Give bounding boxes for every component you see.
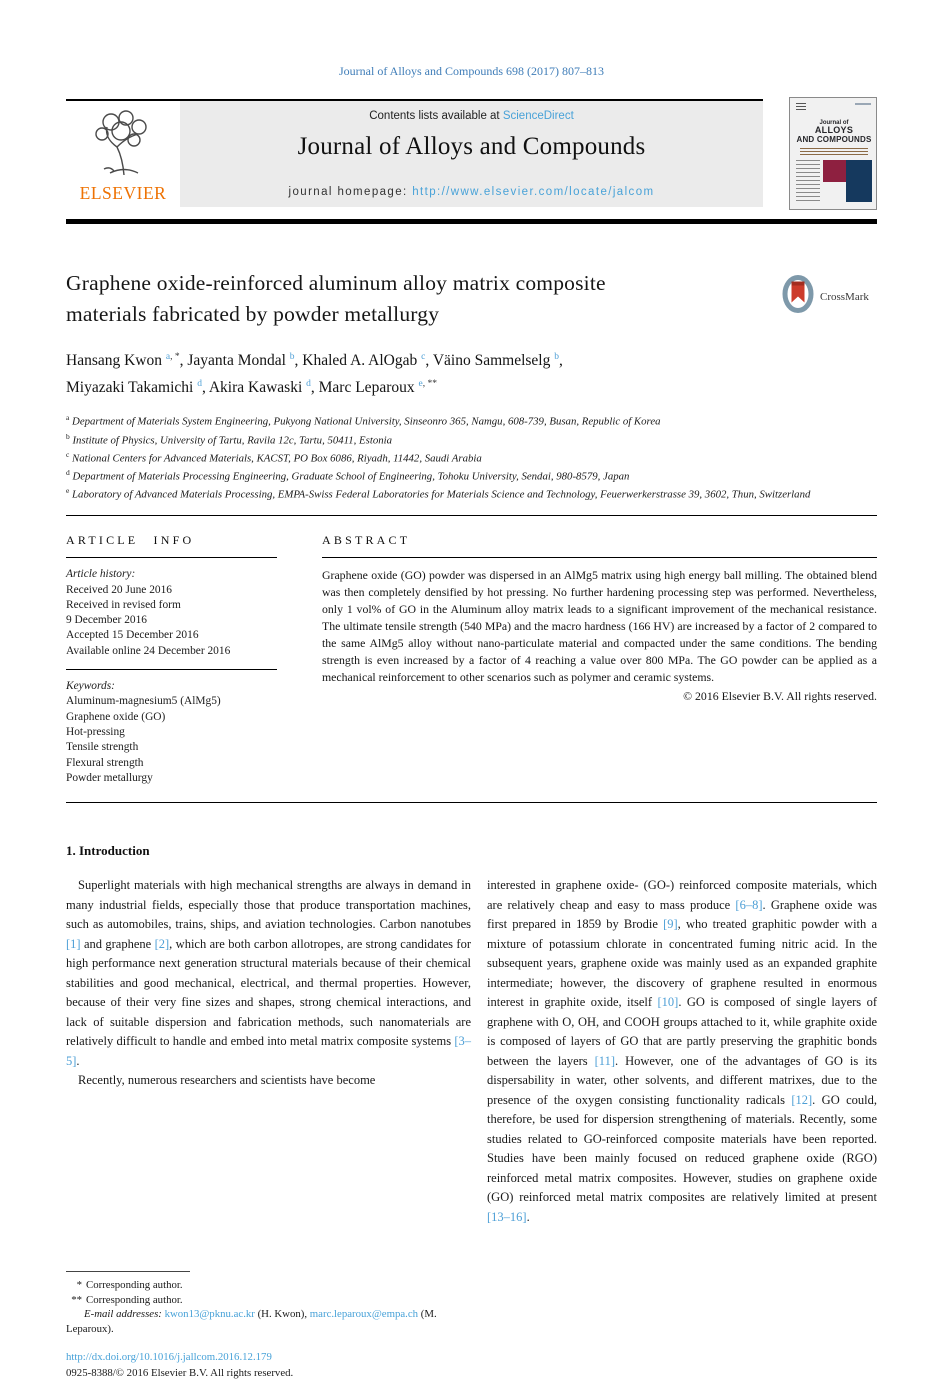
banner-journal-title: Journal of Alloys and Compounds	[297, 133, 646, 160]
footnote-rule	[66, 1271, 190, 1272]
cover-title	[796, 120, 872, 144]
section-heading-introduction: 1. Introduction	[66, 843, 150, 859]
intro-paragraph	[66, 876, 471, 1071]
text-run: and graphene	[80, 936, 155, 951]
intro-paragraph	[66, 1071, 471, 1091]
crossmark-label: CrossMark	[820, 290, 869, 303]
journal-cover-thumbnail[interactable]	[789, 97, 877, 210]
body-columns	[66, 876, 877, 1227]
text-run: . However, one of the advantages of GO is its dispersability in water, other solvents, and different matrixes, due to the presence of the oxygen consisting functionality radicals	[487, 1053, 877, 1107]
keywords-divider-rule	[66, 669, 277, 670]
cover-issue-text	[855, 103, 871, 105]
text-run: Superlight materials with high mechanical strengths are always in demand in many industrial fields, especially those that produce transportation machines, such as automobiles, trains, ships, and aviation technologies. Carbon nanotubes	[66, 878, 471, 932]
footnote-text: Corresponding author.	[86, 1279, 183, 1292]
citation-ref[interactable]: [2]	[154, 936, 170, 951]
keyword-item: Graphene oxide (GO)	[66, 710, 166, 723]
crossmark-icon	[781, 274, 815, 319]
abstract-column	[322, 533, 877, 786]
article-history-item: Available online 24 December 2016	[66, 644, 231, 657]
footnote-marker: *	[76, 1279, 82, 1292]
citation-ref[interactable]: [13–16]	[487, 1209, 527, 1224]
keyword-item: Hot-pressing	[66, 725, 125, 738]
text-run: .	[76, 1053, 80, 1068]
body-column-right	[487, 876, 877, 1227]
article-info-rule	[66, 557, 277, 558]
citation-ref[interactable]: [11]	[594, 1053, 615, 1068]
contents-line	[180, 110, 763, 122]
abstract-copyright: © 2016 Elsevier B.V. All rights reserved.	[683, 689, 877, 704]
article-history-item: 9 December 2016	[66, 614, 147, 627]
cover-title-sub: AND COMPOUNDS	[796, 134, 872, 144]
elsevier-wordmark: ELSEVIER	[79, 183, 167, 203]
affiliation: $^b$ Institute of Physics, University of Tartu, Ravila 12c, Tartu, 50411, Estonia	[66, 431, 393, 447]
author: Khaled A. AlOgab $^c$	[302, 352, 426, 370]
author-line: Miyazaki Takamichi $^d$, Akira Kawaski $^d$, Marc Leparoux $^{e, **}$	[66, 378, 437, 396]
email-link[interactable]: marc.leparoux@empa.ch	[309, 1308, 419, 1321]
journal-banner	[180, 101, 763, 207]
masthead-bottom-rule	[66, 219, 877, 224]
homepage-label: journal homepage:	[288, 186, 413, 198]
keyword-item: Flexural strength	[66, 756, 144, 769]
footnote-email-line	[66, 1307, 464, 1336]
journal-first-page	[0, 64, 925, 1380]
article-history-items	[66, 583, 277, 659]
text-run: interested in graphene oxide- (GO-) reinforced composite materials, which are relatively cheap and easy to mass produce	[487, 878, 877, 912]
abstract-text: Graphene oxide (GO) powder was dispersed in an AlMg5 matrix using high energy ball milling. The obtained blend was then completely densified by hot pressing. No further hardening processing step was performed. Nevertheless, only 1 vol% of GO in the Aluminum alloy matrix leads to a significant improvement of the mechanical resistance. The ultimate tensile strength (540 MPa) and the macro hardness (166 HV) are increased by a factor of 2 compared to the same AlMg5 alloy without nano-particulate material and compacted under the same conditions. The bending strength is even increased by a factor of 4 reaching a value over 800 MPa. The GO powder can be applied as a mechanical reinforcement to other scenarios such as polymer and ceramic systems.	[322, 568, 877, 685]
citation-ref[interactable]: [10]	[657, 995, 679, 1010]
author-line: Hansang Kwon $^{a, *}$, Jayanta Mondal $^b$, Khaled A. AlOgab $^c$, Väino Sammelselg $^b$,	[66, 352, 563, 370]
article-history	[66, 567, 277, 659]
citation-ref[interactable]: [6–8]	[735, 897, 763, 912]
cover-subtitle-lines	[800, 148, 868, 155]
masthead-main	[66, 99, 763, 210]
footnote-marker: **	[71, 1293, 82, 1306]
author: Hansang Kwon $^{a, *}$	[66, 352, 180, 370]
article-history-item: Received in revised form	[66, 598, 181, 611]
info-block-bottom-rule	[66, 802, 877, 803]
keywords-label: Keywords:	[66, 680, 115, 693]
article-title	[66, 268, 781, 330]
body-column-left	[66, 876, 471, 1227]
affiliation-list	[66, 411, 877, 502]
footnote-line	[66, 1278, 464, 1293]
affiliation: $^c$ National Centers for Advanced Materials, KACST, PO Box 6086, Riyadh, 11442, Saudi Arabia	[66, 449, 482, 465]
email-link[interactable]: kwon13@pknu.ac.kr	[164, 1308, 255, 1321]
sciencedirect-link[interactable]: ScienceDirect	[502, 110, 574, 122]
text-run: , which are both carbon allotropes, are strong candidates for high performance next generation structural materials because of their chemical stabilities and good mechanical, electrical, and thermal properties. However, because of their very fine sizes and shapes, strong chemical interactions, and lack of suitable dispersion and fabrication methods, such nanomaterials are relatively difficult to handle and embed into metal matrix composite systems	[66, 936, 471, 1049]
issn-copyright-line: 0925-8388/© 2016 Elsevier B.V. All rights reserved.	[66, 1367, 294, 1380]
elsevier-tree-icon	[90, 107, 156, 182]
affiliation: $^a$ Department of Materials System Engineering, Pukyong National University, Sinseonro 365, Namgu, 608-739, Busan, Republic of Korea	[66, 413, 661, 428]
text-run: (H. Kwon),	[254, 1308, 310, 1321]
page-footer	[66, 1349, 877, 1381]
article-history-item: Received 20 June 2016	[66, 583, 172, 596]
author: Väino Sammelselg $^b$	[432, 352, 559, 370]
text-run: Recently, numerous researchers and scientists have become	[78, 1073, 376, 1088]
cover-publisher-mark	[796, 103, 806, 112]
citation-ref[interactable]: [9]	[663, 917, 678, 932]
article-title-line: Graphene oxide-reinforced aluminum alloy matrix composite	[66, 271, 606, 295]
article-history-label: Article history:	[66, 568, 136, 581]
keyword-item: Powder metallurgy	[66, 771, 153, 784]
footnote-text: Corresponding author.	[86, 1293, 183, 1306]
affiliation: $^d$ Department of Materials Processing Engineering, Graduate School of Engineering, Tohoku University, Sendai, 980-8579, Japan	[66, 467, 630, 483]
author: Akira Kawaski $^d$	[208, 378, 311, 396]
footnote-line	[66, 1293, 464, 1308]
keyword-item: Aluminum-magnesium5 (AlMg5)	[66, 695, 221, 708]
cover-navy-block	[846, 160, 872, 202]
keyword-item: Tensile strength	[66, 741, 139, 754]
text-run: , who treated graphitic powder with a mixture of potassium chlorate in concentrated fuming nitric acid. In the subsequent years, graphene oxide was mainly used as an expanded graphite intermediate; however, the discovery of graphene resulted in enormous interest in graphite oxide, itself	[487, 917, 877, 1010]
citation-ref[interactable]: [12]	[791, 1092, 813, 1107]
text-run: . GO could, therefore, be used for dispersion strengthening of materials. Recently, some studies related to GO-reinforced composite materials have been reported. Studies have been mainly focused on reduced graphene oxide (RGO) reinforced metal matrix composites. However, studies on graphene oxide (GO) reinforced metal matrix composites are relatively limited at present	[487, 1092, 877, 1205]
text-run: .	[526, 1209, 530, 1224]
affiliation: $^e$ Laboratory of Advanced Materials Processing, EMPA-Swiss Federal Laboratories for Materials Science and Technology, Feuerwerkerstrasse 39, 3602, Thun, Switzerland	[66, 486, 811, 501]
article-title-line: materials fabricated by powder metallurgy	[66, 302, 440, 326]
homepage-line	[180, 186, 763, 198]
cover-title-top: Journal of	[819, 120, 849, 126]
author-list	[66, 346, 877, 399]
author: Marc Leparoux $^{e, **}$	[318, 378, 437, 396]
citation-ref[interactable]: [3–5]	[66, 1034, 471, 1068]
article-info-header: ARTICLE INFO	[66, 533, 195, 548]
keyword-items	[66, 694, 277, 786]
author: Jayanta Mondal $^b$	[187, 352, 295, 370]
doi-link[interactable]: http://dx.doi.org/10.1016/j.jallcom.2016.12.179	[66, 1351, 272, 1364]
citation-ref[interactable]: [1]	[66, 936, 81, 951]
homepage-url-link[interactable]: http://www.elsevier.com/locate/jalcom	[412, 186, 655, 198]
footnotes	[66, 1271, 464, 1336]
text-run: . Graphene oxide was first prepared in 1859 by Brodie	[487, 897, 878, 932]
article-history-item: Accepted 15 December 2016	[66, 629, 199, 642]
text-run: (M. Leparoux).	[66, 1308, 437, 1335]
elsevier-logo[interactable]	[66, 101, 180, 207]
contents-prefix: Contents lists available at	[369, 110, 503, 122]
masthead	[66, 99, 877, 210]
intro-paragraph	[487, 876, 877, 1227]
text-run: . GO is composed of single layers of graphene with O, OH, and COOH groups attached to it, while graphite oxide is composed of layers of GO that are partly preserving the graphitic bonds between the layers	[487, 995, 878, 1068]
journal-citation[interactable]: Journal of Alloys and Compounds 698 (2017) 807–813	[339, 64, 604, 78]
abstract-rule	[322, 557, 877, 558]
cover-title-main: ALLOYS	[814, 125, 854, 136]
keywords-block	[66, 679, 277, 786]
cover-maroon-block	[823, 160, 847, 182]
abstract-header: ABSTRACT	[322, 533, 411, 548]
article-info-column	[66, 533, 277, 786]
author: Miyazaki Takamichi $^d$	[66, 378, 202, 396]
text-run: E-mail addresses:	[84, 1308, 165, 1321]
cover-editor-lines	[796, 160, 820, 204]
crossmark-badge[interactable]	[781, 274, 877, 319]
